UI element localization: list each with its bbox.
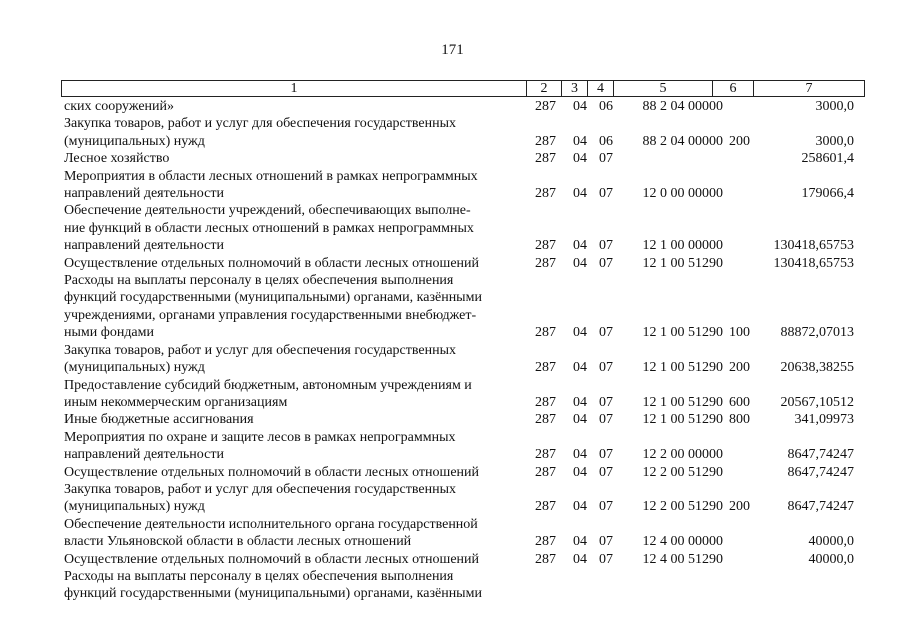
row-ministry-code: 287 (535, 447, 556, 463)
row-target-article: 12 1 00 51290 (642, 412, 723, 428)
row-amount: 40000,0 (808, 534, 854, 550)
column-header-ministry: 2 (527, 81, 562, 97)
row-expense-type: 200 (729, 499, 750, 515)
table-row (64, 551, 854, 568)
row-section-code: 04 (573, 551, 587, 567)
row-description: Лесное хозяйство (64, 151, 170, 167)
row-subsection-code: 07 (599, 238, 613, 254)
row-amount: 20567,10512 (780, 394, 854, 410)
row-section-code: 04 (573, 499, 587, 515)
row-expense-type: 200 (729, 133, 750, 149)
row-target-article: 12 1 00 51290 (642, 325, 723, 341)
row-section-code: 04 (573, 360, 587, 376)
table-row (64, 411, 854, 428)
row-ministry-code: 287 (535, 412, 556, 428)
row-amount: 8647,74247 (787, 464, 854, 480)
row-amount: 341,09973 (794, 412, 854, 428)
row-section-code: 04 (573, 464, 587, 480)
column-header-table (61, 80, 865, 97)
row-description: Осуществление отдельных полномочий в области лесных отношений (64, 255, 480, 271)
row-section-code: 04 (573, 133, 587, 149)
row-ministry-code: 287 (535, 325, 556, 341)
row-description: Расходы на выплаты персоналу в целях обеспечения выполнения функций государственными (муниципальными) органами, казёнными (64, 568, 482, 602)
row-section-code: 04 (573, 447, 587, 463)
row-ministry-code: 287 (535, 255, 556, 271)
row-ministry-code: 287 (535, 551, 556, 567)
table-row (64, 377, 854, 412)
row-target-article: 12 1 00 00000 (642, 238, 723, 254)
row-description: ских сооружений» (64, 99, 175, 114)
table-row (64, 115, 854, 150)
row-description: Обеспечение деятельности учреждений, обеспечивающих выполне- ние функций в области лесных отношений в рамках непрограммных направлений деятельности (64, 203, 474, 254)
row-amount: 130418,65753 (773, 255, 854, 271)
row-subsection-code: 07 (599, 360, 613, 376)
column-header-description: 1 (62, 81, 527, 97)
row-target-article: 12 1 00 51290 (642, 360, 723, 376)
table-row (64, 429, 854, 464)
row-amount: 88872,07013 (780, 325, 854, 341)
row-ministry-code: 287 (535, 464, 556, 480)
row-description: Мероприятия по охране и защите лесов в рамках непрограммных направлений деятельности (64, 429, 456, 463)
table-row (64, 272, 854, 342)
row-description: Закупка товаров, работ и услуг для обеспечения государственных (муниципальных) нужд (64, 116, 457, 149)
row-ministry-code: 287 (535, 534, 556, 550)
row-subsection-code: 07 (599, 255, 613, 271)
row-section-code: 04 (573, 534, 587, 550)
table-row (64, 568, 854, 603)
row-ministry-code: 287 (535, 499, 556, 515)
table-row (64, 255, 854, 272)
row-section-code: 04 (573, 255, 587, 271)
row-subsection-code: 07 (599, 186, 613, 202)
row-description: Обеспечение деятельности исполнительного органа государственной власти Ульяновской области в области лесных отношений (64, 516, 478, 550)
row-target-article: 88 2 04 00000 (642, 99, 723, 114)
row-subsection-code: 06 (599, 133, 613, 149)
row-ministry-code: 287 (535, 186, 556, 202)
column-header-amount: 7 (754, 81, 865, 97)
row-subsection-code: 07 (599, 412, 613, 428)
column-header-section: 3 (562, 81, 588, 97)
table-row (64, 342, 854, 377)
row-amount: 130418,65753 (773, 238, 854, 254)
row-section-code: 04 (573, 394, 587, 410)
row-target-article: 88 2 04 00000 (642, 133, 723, 149)
row-target-article: 12 4 00 00000 (642, 534, 723, 550)
row-amount: 179066,4 (801, 186, 854, 202)
row-section-code: 04 (573, 186, 587, 202)
row-section-code: 04 (573, 412, 587, 428)
row-ministry-code: 287 (535, 394, 556, 410)
row-amount: 20638,38255 (780, 360, 854, 376)
row-amount: 8647,74247 (787, 499, 854, 515)
row-target-article: 12 0 00 00000 (642, 186, 723, 202)
row-amount: 3000,0 (815, 133, 854, 149)
row-subsection-code: 07 (599, 534, 613, 550)
row-section-code: 04 (573, 325, 587, 341)
row-ministry-code: 287 (535, 360, 556, 376)
table-row (64, 464, 854, 481)
row-subsection-code: 07 (599, 394, 613, 410)
column-header-expense-type: 6 (713, 81, 754, 97)
row-ministry-code: 287 (535, 133, 556, 149)
column-header-row (62, 81, 865, 97)
row-subsection-code: 07 (599, 447, 613, 463)
table-row (64, 481, 854, 516)
row-section-code: 04 (573, 238, 587, 254)
row-section-code: 04 (573, 99, 587, 114)
column-header-subsection: 4 (588, 81, 614, 97)
row-expense-type: 200 (729, 360, 750, 376)
row-expense-type: 100 (729, 325, 750, 341)
row-target-article: 12 1 00 51290 (642, 255, 723, 271)
row-expense-type: 800 (729, 412, 750, 428)
table-row (64, 168, 854, 203)
row-subsection-code: 07 (599, 325, 613, 341)
row-subsection-code: 07 (599, 499, 613, 515)
row-target-article: 12 2 00 51290 (642, 464, 723, 480)
row-amount: 40000,0 (808, 551, 854, 567)
row-ministry-code: 287 (535, 151, 556, 167)
page-number: 171 (441, 42, 464, 58)
table-row (64, 150, 854, 167)
row-description: Закупка товаров, работ и услуг для обеспечения государственных (муниципальных) нужд (64, 342, 457, 376)
row-description: Закупка товаров, работ и услуг для обеспечения государственных (муниципальных) нужд (64, 481, 457, 515)
table-row (64, 516, 854, 551)
column-header-target-article: 5 (614, 81, 713, 97)
row-target-article: 12 2 00 00000 (642, 447, 723, 463)
row-description: Предоставление субсидий бюджетным, автономным учреждениям и иным некоммерческим организациям (64, 377, 472, 410)
row-amount: 3000,0 (815, 99, 854, 114)
row-description: Осуществление отдельных полномочий в области лесных отношений (64, 464, 480, 480)
row-ministry-code: 287 (535, 238, 556, 254)
row-expense-type: 600 (729, 394, 750, 410)
row-subsection-code: 06 (599, 99, 613, 114)
row-target-article: 12 2 00 51290 (642, 499, 723, 515)
row-subsection-code: 07 (599, 151, 613, 167)
row-target-article: 12 1 00 51290 (642, 394, 723, 410)
row-amount: 8647,74247 (787, 447, 854, 463)
table-row (64, 98, 854, 115)
budget-table-body (64, 98, 854, 603)
row-description: Осуществление отдельных полномочий в области лесных отношений (64, 551, 480, 567)
row-description: Иные бюджетные ассигнования (64, 412, 254, 428)
row-description: Расходы на выплаты персоналу в целях обеспечения выполнения функций государственными (муниципальными) органами, казёнными учреждениями, органами управления государственными внебюджет- ными фондами (64, 273, 482, 341)
row-description: Мероприятия в области лесных отношений в рамках непрограммных направлений деятельности (64, 168, 478, 202)
table-row (64, 202, 854, 254)
row-target-article: 12 4 00 51290 (642, 551, 723, 567)
row-ministry-code: 287 (535, 99, 556, 114)
row-amount: 258601,4 (801, 151, 854, 167)
row-subsection-code: 07 (599, 551, 613, 567)
row-subsection-code: 07 (599, 464, 613, 480)
row-section-code: 04 (573, 151, 587, 167)
